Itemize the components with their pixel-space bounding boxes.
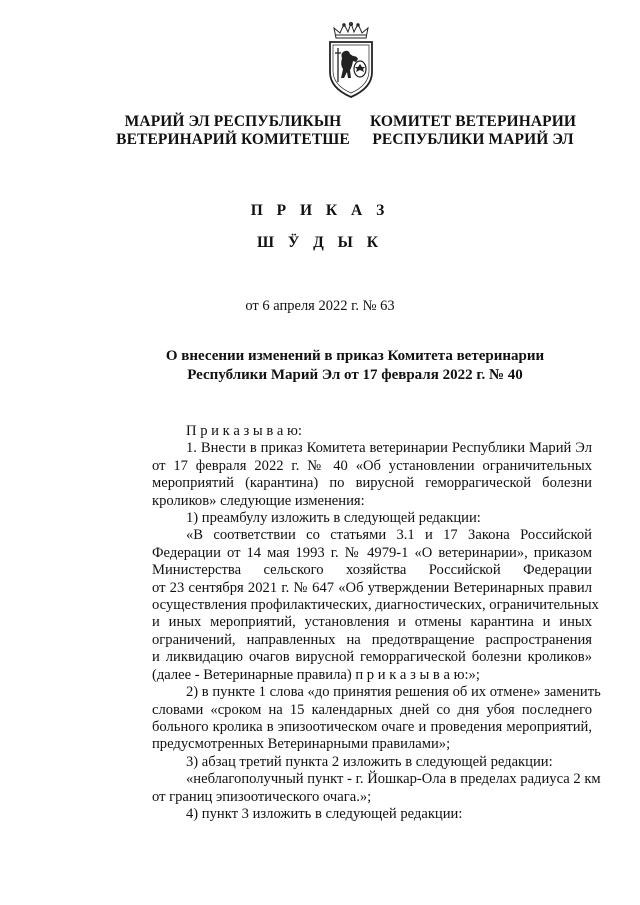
- document-type-russian: П Р И К А З: [250, 202, 390, 219]
- paragraph-line: кроликов» следующие изменения:: [152, 492, 365, 509]
- org-name-russian: [362, 113, 584, 149]
- paragraph-2: [118, 510, 592, 527]
- paragraph-line: «неблагополучный пункт - г. Йошкар-Ола в пределах радиуса 2 км: [186, 771, 601, 788]
- document-subject: [120, 347, 590, 385]
- orders-word: [118, 423, 592, 440]
- paragraph-line: Министерства сельского хозяйства Российской Федерации: [152, 562, 592, 579]
- paragraph-line: (далее - Ветеринарные правила) п р и к а з ы в а ю:»;: [152, 666, 480, 683]
- paragraph-line: предусмотренных Ветеринарными правилами»;: [152, 736, 451, 753]
- document-subject-line-1: О внесении изменений в приказ Комитета ветеринарии: [165, 348, 545, 364]
- document-subject-line-2: Республики Марий Эл от 17 февраля 2022 г. № 40: [187, 367, 523, 383]
- paragraph-line: от 23 сентября 2021 г. № 647 «Об утверждении Ветеринарных правил: [152, 579, 592, 596]
- paragraph-line: 1) преамбулу изложить в следующей редакции:: [186, 510, 481, 527]
- paragraph-6: [118, 771, 601, 806]
- orders-word-text: П р и к а з ы в а ю:: [186, 423, 302, 439]
- paragraph-line: осуществления профилактических, диагностических, ограничительных: [152, 597, 599, 614]
- paragraph-line: больного кролика в эпизоотическом очаге и проведения мероприятий,: [152, 718, 592, 735]
- paragraph-line: ограничений, направленных на предотвращение распространения: [152, 631, 592, 648]
- paragraph-line: от 17 февраля 2022 г. № 40 «Об установлении ограничительных: [152, 457, 592, 474]
- org-name-mari: [108, 113, 358, 149]
- document-body: [118, 423, 601, 823]
- paragraph-3: [118, 527, 599, 684]
- org-name-russian-line-2: РЕСПУБЛИКИ МАРИЙ ЭЛ: [372, 131, 574, 148]
- paragraph-line: словами «сроком на 15 календарных дней со дня убоя последнего: [152, 701, 592, 718]
- paragraph-line: и ликвидацию очагов вирусной геморрагической болезни кроликов»: [152, 649, 592, 666]
- paragraph-line: 1. Внести в приказ Комитета ветеринарии Республики Марий Эл: [186, 440, 592, 457]
- document-date-number: от 6 апреля 2022 г. № 63: [245, 298, 395, 314]
- paragraph-line: от границ эпизоотического очага.»;: [152, 788, 372, 805]
- paragraph-line: мероприятий (карантина) по вирусной геморрагической болезни: [152, 475, 592, 492]
- coat-of-arms-icon: [322, 22, 380, 100]
- org-name-mari-line-2: ВЕТЕРИНАРИЙ КОМИТЕТШЕ: [116, 131, 350, 148]
- paragraph-line: Федерации от 14 мая 1993 г. № 4979-1 «О ветеринарии», приказом: [152, 544, 592, 561]
- org-name-russian-line-1: КОМИТЕТ ВЕТЕРИНАРИИ: [369, 113, 577, 130]
- org-name-mari-line-1: МАРИЙ ЭЛ РЕСПУБЛИКЫН: [124, 113, 342, 130]
- paragraph-1: [118, 440, 592, 510]
- paragraph-line: 2) в пункте 1 слова «до принятия решения об их отмене» заменить: [186, 684, 601, 701]
- document-type-mari: Ш Ӱ Д Ы К: [256, 234, 384, 251]
- paragraph-line: 4) пункт 3 изложить в следующей редакции:: [186, 805, 463, 822]
- paragraph-line: «В соответствии со статьями 3.1 и 17 Закона Российской: [186, 527, 592, 544]
- paragraph-5: [118, 754, 592, 771]
- paragraph-line: и иных мероприятий, установления и отмены карантина и иных: [152, 614, 592, 631]
- paragraph-4: [118, 684, 601, 754]
- paragraph-line: 3) абзац третий пункта 2 изложить в следующей редакции:: [186, 753, 553, 770]
- paragraph-7: [118, 806, 592, 823]
